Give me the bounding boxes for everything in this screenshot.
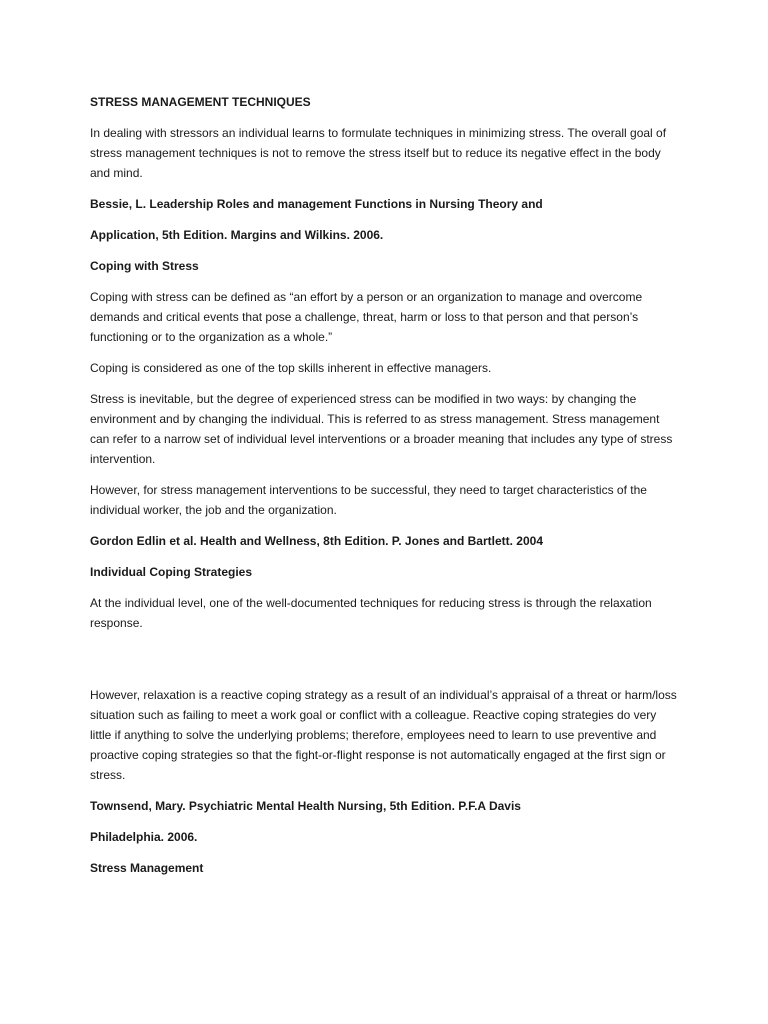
reference-townsend-line1: Townsend, Mary. Psychiatric Mental Health Nursing, 5th Edition. P.F.A Davis: [90, 799, 521, 813]
reference-townsend-line2: Philadelphia. 2006.: [90, 830, 198, 844]
coping-definition-paragraph: Coping with stress can be defined as “an effort by a person or an organization to manage and overcome demands and critical events that pose a challenge, threat, harm or loss to that person and that person’s functioning or to the organization as a whole.”: [90, 290, 643, 344]
individual-coping-heading: Individual Coping Strategies: [90, 565, 253, 579]
interventions-paragraph: However, for stress management interventions to be successful, they need to target characteristics of the individual worker, the job and the organization.: [90, 483, 647, 517]
stress-management-heading: Stress Management: [90, 861, 204, 875]
reference-bessie-line2: Application, 5th Edition. Margins and Wilkins. 2006.: [90, 228, 384, 242]
reference-bessie-line1: Bessie, L. Leadership Roles and management Functions in Nursing Theory and: [90, 197, 543, 211]
coping-heading: Coping with Stress: [90, 259, 199, 273]
reference-edlin: Gordon Edlin et al. Health and Wellness, 8th Edition. P. Jones and Bartlett. 2004: [90, 534, 543, 548]
intro-paragraph: In dealing with stressors an individual learns to formulate techniques in minimizing stress. The overall goal of stress management techniques is not to remove the stress itself but to reduce its negative effect in the body and mind.: [90, 126, 667, 180]
document-page: [90, 92, 680, 878]
coping-skills-paragraph: Coping is considered as one of the top skills inherent in effective managers.: [90, 361, 492, 375]
main-heading: STRESS MANAGEMENT TECHNIQUES: [90, 95, 311, 109]
stress-inevitable-paragraph: Stress is inevitable, but the degree of experienced stress can be modified in two ways: by changing the environment and by changing the individual. This is referred to as stress management. Stress management can refer to a narrow set of individual level interventions or a broader meaning that includes any type of stress intervention.: [90, 392, 673, 466]
reactive-coping-paragraph: However, relaxation is a reactive coping strategy as a result of an individual’s appraisal of a threat or harm/loss situation such as failing to meet a work goal or conflict with a colleague. Reactive coping strategies do very little if anything to solve the underlying problems; therefore, employees need to learn to use preventive and proactive coping strategies so that the fight-or-flight response is not automatically engaged at the first sign or stress.: [90, 688, 677, 782]
relaxation-paragraph: At the individual level, one of the well-documented techniques for reducing stress is through the relaxation response.: [90, 596, 652, 630]
